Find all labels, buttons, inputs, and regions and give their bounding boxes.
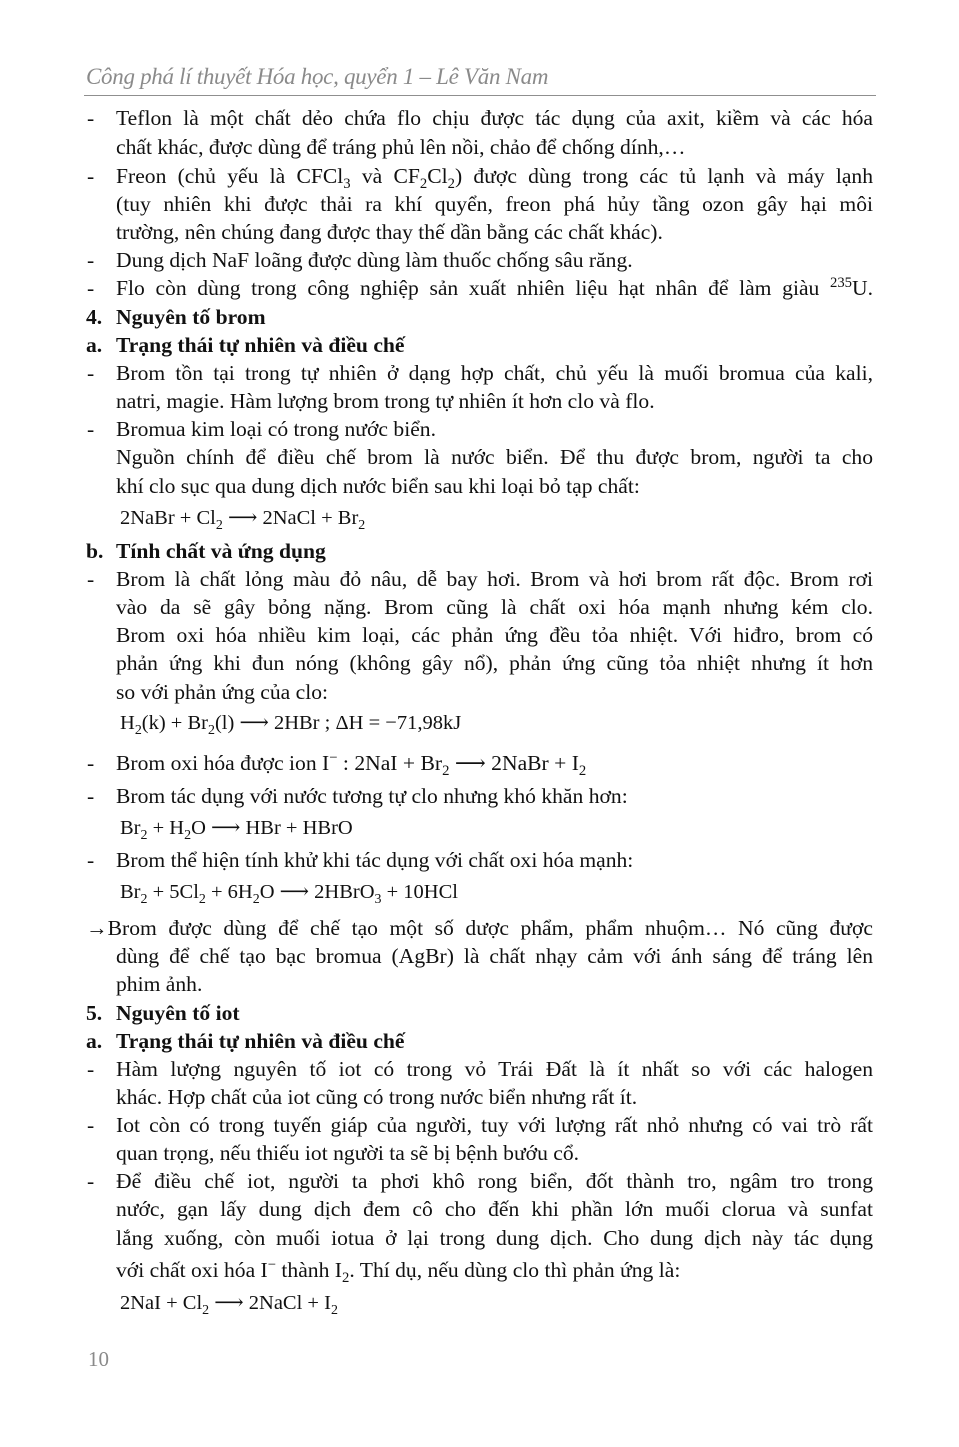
bullet-item bbox=[87, 162, 873, 193]
text-segment: . Thí dụ, nếu dùng clo thì phản ứng là: bbox=[349, 1258, 681, 1282]
bullet-item bbox=[87, 415, 873, 443]
text-line bbox=[86, 914, 873, 942]
text-segment: khác. Hợp chất của iot cũng có trong nước biển nhưng rất ít. bbox=[116, 1085, 638, 1109]
running-header: Công phá lí thuyết Hóa học, quyển 1 – Lê Văn Nam bbox=[86, 64, 549, 89]
text-segment: Br bbox=[120, 881, 141, 903]
section-heading bbox=[86, 537, 873, 565]
text-segment: Nguyên tố iot bbox=[116, 1001, 240, 1025]
text-segment: Brom oxi hóa nhiều kim loại, các phản ứng đều tỏa nhiệt. Với hiđro, brom có bbox=[116, 623, 873, 647]
bullet-item bbox=[87, 782, 873, 810]
bullet-dash: - bbox=[87, 106, 95, 130]
section-number: 4. bbox=[86, 305, 103, 329]
bullet-dash: - bbox=[87, 417, 95, 441]
bullet-dash: - bbox=[87, 567, 95, 591]
text-segment: Tính chất và ứng dụng bbox=[116, 539, 326, 563]
text-segment: Hàm lượng nguyên tố iot có trong vỏ Trái Đất là ít nhất so với các halogen bbox=[116, 1057, 873, 1081]
text-segment: + 10HCl bbox=[381, 881, 458, 903]
superscript: − bbox=[329, 749, 338, 766]
text-segment: vào da sẽ gây bỏng nặng. Brom cũng là chất oxi hóa mạnh nhưng kém clo. bbox=[116, 595, 873, 619]
subscript: 2 bbox=[442, 763, 450, 780]
bullet-item bbox=[87, 359, 873, 387]
text-segment: Nguồn chính để điều chế brom là nước biển. Để thu được brom, người ta cho bbox=[116, 445, 873, 469]
bullet-dash: - bbox=[87, 751, 95, 775]
text-segment: lắng xuống, còn muối iotua ở lại trong dung dịch. Cho dung dịch này tác dụng bbox=[116, 1226, 873, 1250]
text-segment: : 2NaI + Br bbox=[337, 751, 443, 775]
text-segment: Iot còn có trong tuyến giáp của người, tuy với lượng rất nhỏ nhưng có vai trò rất bbox=[116, 1113, 873, 1137]
bullet-item bbox=[87, 749, 873, 780]
subscript: 3 bbox=[374, 891, 382, 907]
text-segment: Trạng thái tự nhiên và điều chế bbox=[116, 333, 405, 357]
text-segment: dùng để chế tạo bạc bromua (AgBr) là chất nhạy cảm với ánh sáng để tráng lên bbox=[116, 944, 873, 968]
superscript: − bbox=[267, 1256, 277, 1273]
bullet-item bbox=[87, 1167, 873, 1195]
page-number: 10 bbox=[88, 1347, 109, 1371]
subscript: 2 bbox=[215, 517, 223, 533]
text-line bbox=[116, 942, 873, 970]
text-segment: ⟶ 2NaCl + Br bbox=[222, 507, 359, 529]
bullet-item bbox=[87, 274, 873, 302]
superscript: 235 bbox=[829, 274, 852, 291]
bullet-dash: - bbox=[87, 784, 95, 808]
text-segment: phim ảnh. bbox=[116, 972, 203, 996]
subscript: 2 bbox=[184, 827, 192, 843]
text-line bbox=[116, 218, 873, 246]
text-segment: phản ứng khi đun nóng (không gây nổ), phản ứng cũng tỏa nhiệt nhưng ít hơn bbox=[116, 651, 873, 675]
subscript: 2 bbox=[342, 1270, 350, 1287]
chemical-equation bbox=[120, 709, 870, 737]
text-segment: Freon (chủ yếu là CFCl bbox=[116, 164, 344, 188]
text-segment: quan trọng, nếu thiếu iot người ta sẽ bị bệnh bướu cổ. bbox=[116, 1141, 580, 1165]
bullet-item bbox=[87, 1111, 873, 1139]
chemical-equation bbox=[120, 504, 870, 532]
bullet-dash: - bbox=[87, 164, 95, 188]
text-segment: O ⟶ HBr + HBrO bbox=[191, 817, 353, 839]
section-heading bbox=[86, 999, 873, 1027]
subscript: 2 bbox=[140, 827, 148, 843]
text-line bbox=[116, 190, 873, 218]
chemical-equation bbox=[120, 1289, 870, 1317]
text-segment: khí clo sục qua dung dịch nước biển sau khi loại bỏ tạp chất: bbox=[116, 474, 640, 498]
text-segment: H bbox=[120, 712, 135, 734]
text-segment: (l) ⟶ 2HBr ; ΔH = −71,98kJ bbox=[214, 712, 462, 734]
section-heading bbox=[86, 331, 873, 359]
bullet-item bbox=[87, 846, 873, 874]
text-segment: Nguyên tố brom bbox=[116, 305, 266, 329]
text-line bbox=[116, 593, 873, 621]
text-segment: + 6H bbox=[205, 881, 253, 903]
bullet-dash: - bbox=[87, 1057, 95, 1081]
text-segment: Brom oxi hóa được ion I bbox=[116, 751, 330, 775]
text-segment: + 5Cl bbox=[147, 881, 199, 903]
text-segment: 2NaI + Cl bbox=[120, 1292, 203, 1314]
text-segment: ) được dùng trong các tủ lạnh và máy lạnh bbox=[454, 164, 873, 188]
section-number: 5. bbox=[86, 1001, 103, 1025]
text-line bbox=[116, 1224, 873, 1252]
bullet-dash: - bbox=[87, 276, 95, 300]
subscript: 2 bbox=[140, 891, 148, 907]
chemical-equation bbox=[120, 878, 870, 906]
text-segment: chất khác, được dùng để tráng phủ lên nồi, chảo để chống dính,… bbox=[116, 135, 686, 159]
text-segment: 2NaBr + Cl bbox=[120, 507, 216, 529]
text-line bbox=[116, 443, 873, 471]
text-line bbox=[116, 1083, 873, 1111]
bullet-item bbox=[87, 246, 873, 274]
text-segment: thành I bbox=[276, 1258, 342, 1282]
bullet-item bbox=[87, 104, 873, 132]
text-segment: so với phản ứng của clo: bbox=[116, 680, 329, 704]
subscript: 2 bbox=[330, 1302, 338, 1318]
text-line bbox=[116, 1139, 873, 1167]
section-heading bbox=[86, 1027, 873, 1055]
text-segment: Dung dịch NaF loãng được dùng làm thuốc chống sâu răng. bbox=[116, 248, 633, 272]
subscript: 2 bbox=[358, 517, 366, 533]
text-segment: Brom tồn tại trong tự nhiên ở dạng hợp chất, chủ yếu là muối bromua của kali, bbox=[116, 361, 873, 385]
text-segment: →Brom được dùng để chế tạo một số dược phẩm, phẩm nhuộm… Nó cũng được bbox=[86, 916, 873, 940]
text-segment: U. bbox=[852, 276, 873, 300]
subscript: 2 bbox=[447, 176, 455, 193]
text-segment: Br bbox=[120, 817, 141, 839]
subscript: 2 bbox=[208, 722, 215, 738]
text-line bbox=[116, 1256, 873, 1287]
chemical-equation bbox=[120, 814, 870, 842]
subscript: 2 bbox=[134, 722, 142, 738]
text-segment: với chất oxi hóa I bbox=[116, 1258, 268, 1282]
text-segment: natri, magie. Hàm lượng brom trong tự nhiên ít hơn clo và flo. bbox=[116, 389, 655, 413]
text-line bbox=[116, 970, 873, 998]
bullet-item bbox=[87, 565, 873, 593]
subscript: 2 bbox=[578, 763, 587, 780]
text-segment: Brom thể hiện tính khử khi tác dụng với chất oxi hóa mạnh: bbox=[116, 848, 634, 872]
section-number: a. bbox=[86, 1029, 103, 1053]
section-number: a. bbox=[86, 333, 103, 357]
text-segment: (k) + Br bbox=[141, 712, 208, 734]
text-segment: Cl bbox=[427, 164, 448, 188]
section-heading bbox=[86, 303, 873, 331]
bullet-dash: - bbox=[87, 1113, 95, 1137]
subscript: 2 bbox=[202, 1302, 210, 1318]
text-segment: (tuy nhiên khi được thải ra khí quyển, freon phá hủy tầng ozon gây hại môi bbox=[116, 192, 873, 216]
text-line bbox=[116, 387, 873, 415]
subscript: 2 bbox=[252, 891, 260, 907]
bullet-dash: - bbox=[87, 1169, 95, 1193]
text-line bbox=[116, 1195, 873, 1223]
text-line bbox=[116, 472, 873, 500]
text-line bbox=[116, 133, 873, 161]
text-segment: Brom là chất lỏng màu đỏ nâu, dễ bay hơi. Brom và hơi brom rất độc. Brom rơi bbox=[116, 567, 873, 591]
bullet-dash: - bbox=[87, 248, 95, 272]
bullet-item bbox=[87, 1055, 873, 1083]
text-segment: Bromua kim loại có trong nước biển. bbox=[116, 417, 436, 441]
text-segment: O ⟶ 2HBrO bbox=[259, 881, 375, 903]
subscript: 2 bbox=[419, 176, 428, 193]
subscript: 2 bbox=[198, 891, 206, 907]
text-segment: Brom tác dụng với nước tương tự clo nhưng khó khăn hơn: bbox=[116, 784, 628, 808]
text-line bbox=[116, 649, 873, 677]
text-line bbox=[116, 621, 873, 649]
text-line bbox=[116, 678, 873, 706]
text-segment: nước, gạn lấy dung dịch đem cô cho đến khi phần lớn muối clorua và sunfat bbox=[116, 1197, 873, 1221]
subscript: 3 bbox=[343, 176, 351, 193]
text-segment: + H bbox=[147, 817, 185, 839]
text-segment: trường, nên chúng đang được thay thế dần bằng các chất khác). bbox=[116, 220, 663, 244]
text-segment: và CF bbox=[350, 164, 420, 188]
header-divider bbox=[84, 95, 876, 96]
section-number: b. bbox=[86, 539, 104, 563]
text-segment: Teflon là một chất dẻo chứa flo chịu được tác dụng của axit, kiềm và các hóa bbox=[116, 106, 873, 130]
text-segment: ⟶ 2NaBr + I bbox=[449, 751, 579, 775]
text-segment: ⟶ 2NaCl + I bbox=[209, 1292, 331, 1314]
text-segment: Để điều chế iot, người ta phơi khô rong biển, đốt thành tro, ngâm tro trong bbox=[116, 1169, 873, 1193]
bullet-dash: - bbox=[87, 848, 95, 872]
text-segment: Trạng thái tự nhiên và điều chế bbox=[116, 1029, 405, 1053]
text-segment: Flo còn dùng trong công nghiệp sản xuất nhiên liệu hạt nhân để làm giàu bbox=[116, 276, 830, 300]
bullet-dash: - bbox=[87, 361, 95, 385]
